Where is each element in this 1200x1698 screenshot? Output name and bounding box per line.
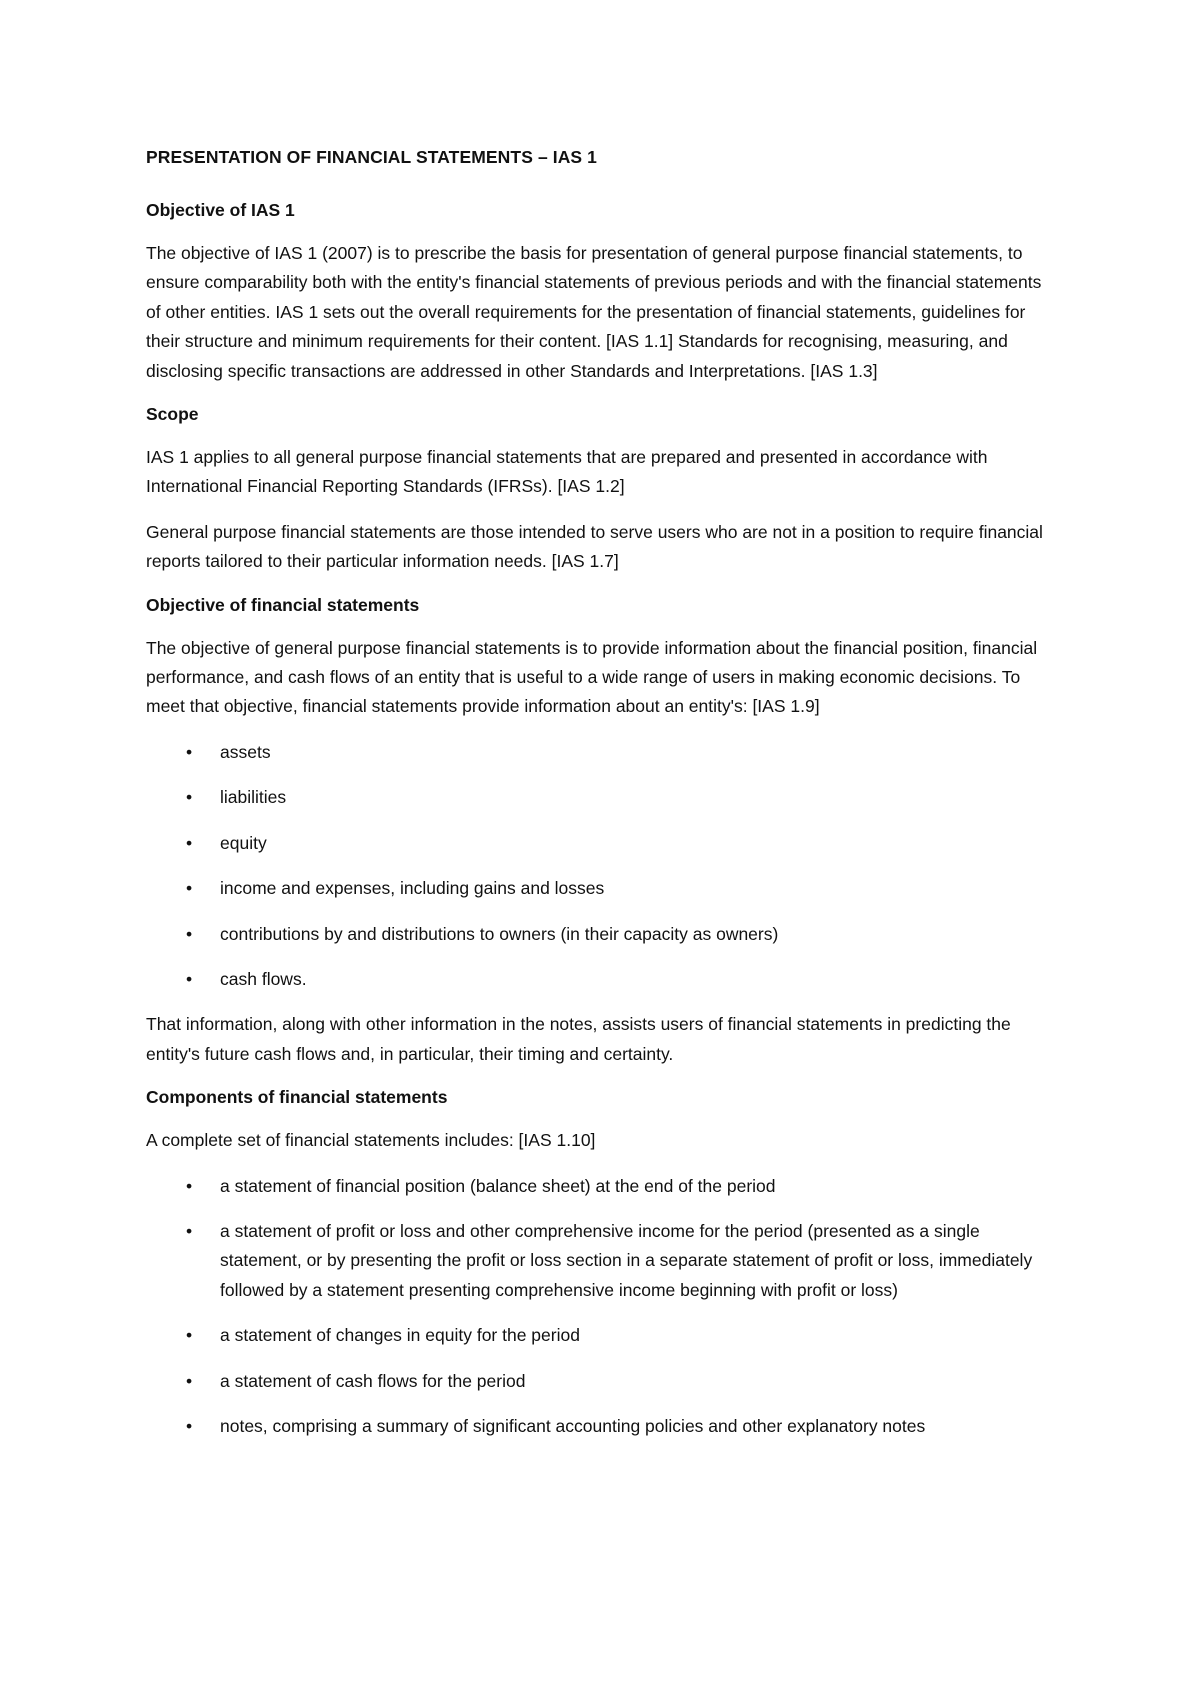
list-item	[146, 874, 1060, 903]
section-objective-financial-statements	[146, 593, 1060, 1069]
list-item-text: cash flows.	[220, 968, 307, 989]
bullet-icon: •	[186, 923, 193, 944]
section-objective-ias1	[146, 198, 1060, 386]
list-item-text: a statement of changes in equity for the period	[220, 1325, 580, 1346]
paragraph: A complete set of financial statements includes: [IAS 1.10]	[146, 1130, 596, 1151]
bullet-icon: •	[186, 1415, 193, 1436]
list-item-text: assets	[220, 741, 271, 762]
list-item-text: contributions by and distributions to owners (in their capacity as owners)	[220, 923, 779, 944]
bullet-icon: •	[186, 878, 193, 899]
list-item-text: liabilities	[220, 787, 287, 808]
bullet-icon: •	[186, 1175, 193, 1196]
list-item	[146, 783, 1060, 812]
bullet-icon: •	[186, 1325, 193, 1346]
list-item	[146, 1217, 1060, 1305]
section-heading: Objective of IAS 1	[146, 200, 295, 220]
list-item	[146, 738, 1060, 767]
list-item	[146, 1172, 1060, 1201]
list-item	[146, 920, 1060, 949]
paragraph: That information, along with other information in the notes, assists users of financial statements in predicting the entity's future cash flows and, in particular, their timing and certainty.	[146, 1014, 1011, 1064]
bullet-icon: •	[186, 787, 193, 808]
section-scope	[146, 402, 1060, 577]
list-item-text: a statement of cash flows for the period	[220, 1370, 526, 1391]
list-item-text: a statement of financial position (balance sheet) at the end of the period	[220, 1175, 776, 1196]
document-title: PRESENTATION OF FINANCIAL STATEMENTS – IAS 1	[146, 147, 597, 167]
bullet-list	[146, 738, 1060, 994]
paragraph: The objective of general purpose financial statements is to provide information about the financial position, financial performance, and cash flows of an entity that is useful to a wide range of users in making economic decisions. To meet that objective, financial statements provide information about an entity's: [IAS 1.9]	[146, 637, 1038, 717]
list-item-text: equity	[220, 832, 267, 853]
list-item	[146, 1321, 1060, 1350]
bullet-icon: •	[186, 741, 193, 762]
section-heading: Scope	[146, 404, 199, 425]
list-item-text: a statement of profit or loss and other comprehensive income for the period (presented as a single statement, or by presenting the profit or loss section in a separate statement of profit or loss, immediately followed by a statement presenting comprehensive income beginning with profit or loss)	[220, 1220, 1033, 1300]
list-item-text: income and expenses, including gains and losses	[220, 878, 605, 899]
list-item	[146, 965, 1060, 994]
section-heading: Components of financial statements	[146, 1087, 448, 1108]
bullet-icon: •	[186, 832, 193, 853]
list-item	[146, 1412, 1060, 1441]
section-components	[146, 1085, 1060, 1441]
paragraph: The objective of IAS 1 (2007) is to prescribe the basis for presentation of general purpose financial statements, to ensure comparability both with the entity's financial statements of previous periods and with the financial statements of other entities. IAS 1 sets out the overall requirements for the presentation of financial statements, guidelines for their structure and minimum requirements for their content. [IAS 1.1] Standards for recognising, measuring, and disclosing specific transactions are addressed in other Standards and Interpretations. [IAS 1.3]	[146, 243, 1042, 381]
list-item	[146, 1367, 1060, 1396]
bullet-icon: •	[186, 1220, 193, 1241]
list-item-text: notes, comprising a summary of significant accounting policies and other explanatory notes	[220, 1415, 926, 1436]
paragraph: General purpose financial statements are those intended to serve users who are not in a position to require financial reports tailored to their particular information needs. [IAS 1.7]	[146, 521, 1043, 572]
bullet-list	[146, 1172, 1060, 1442]
paragraph: IAS 1 applies to all general purpose financial statements that are prepared and presented in accordance with International Financial Reporting Standards (IFRSs). [IAS 1.2]	[146, 447, 988, 497]
list-item	[146, 829, 1060, 858]
bullet-icon: •	[186, 968, 193, 989]
bullet-icon: •	[186, 1370, 193, 1391]
section-heading: Objective of financial statements	[146, 594, 420, 615]
